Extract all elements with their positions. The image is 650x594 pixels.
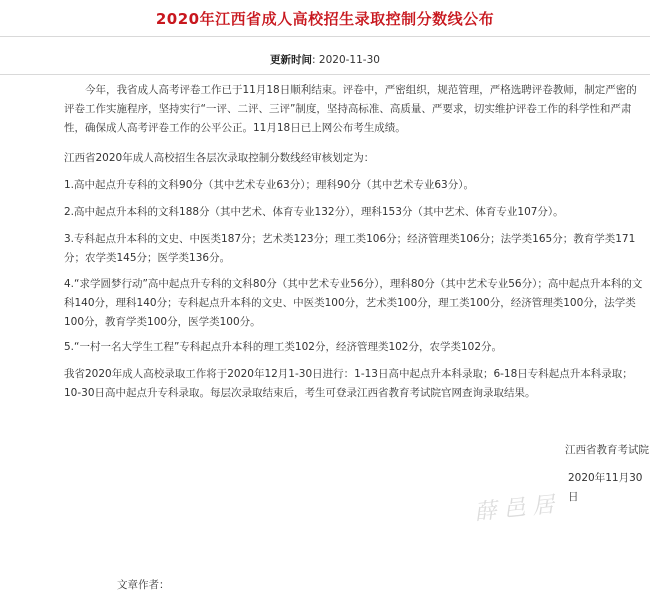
signature-date: 2020年11月30日 <box>568 472 643 503</box>
paragraph-intro: 今年，我省成人高考评卷工作已于11月18日顺利结束。评卷中，严密组织，规范管理，严格选聘评卷教师，制定严密的评卷工作实施程序，坚持实行“一评、二评、三评”制度，坚持高标准、高质量、严要求，切实维护评卷工作的科学性和严肃性，确保成人高考评卷工作的公平公正。11月18日已上网公布考生成绩。 <box>64 84 637 134</box>
paragraph-scores-heading: 江西省2020年成人高校招生各层次录取控制分数线经审核划定为： <box>64 152 375 164</box>
update-time-value: : 2020-11-30 <box>312 54 380 66</box>
paragraph-schedule: 我省2020年成人高校录取工作将于2020年12月1-30日进行：1-13日高中起点升本科录取；6-18日专科起点升本科录取；10-30日高中起点升专科录取。每层次录取结束后，考生可登录江西省教育考试院官网查询录取结果。 <box>64 368 633 399</box>
watermark-text: 薛 邑 居 <box>473 492 556 526</box>
paragraph-item-5: 5.“一村一名大学生工程”专科起点升本科的理工类102分，经济管理类102分，农学类102分。 <box>64 341 503 353</box>
signature-organization: 江西省教育考试院 <box>565 444 649 456</box>
watermark-stamp <box>470 474 590 534</box>
update-time-label: 更新时间 <box>270 54 313 66</box>
article-author-label: 文章作者： <box>117 579 170 591</box>
page-title: 2020年江西省成人高校招生录取控制分数线公布 <box>155 10 495 28</box>
title-divider <box>0 36 650 37</box>
paragraph-item-3: 3.专科起点升本科的文史、中医类187分；艺术类123分；理工类106分；经济管理类106分；法学类165分；教育学类171分；农学类145分；医学类136分。 <box>64 233 636 264</box>
update-time <box>0 52 650 67</box>
paragraph-item-2: 2.高中起点升本科的文科188分（其中艺术、体育专业132分），理科153分（其中艺术、体育专业107分）。 <box>64 206 564 218</box>
paragraph-item-1: 1.高中起点升专科的文科90分（其中艺术专业63分）；理科90分（其中艺术专业63分）。 <box>64 179 474 191</box>
paragraph-item-4: 4.“求学圆梦行动”高中起点升专科的文科80分（其中艺术专业56分），理科80分（其中艺术专业56分）；高中起点升本科的文科140分，理科140分；专科起点升本科的文史、中医类100分，艺术类100分，理工类100分，经济管理类100分，法学类100分，教育学类100分，医学类100分。 <box>64 278 643 328</box>
meta-divider <box>0 74 650 75</box>
